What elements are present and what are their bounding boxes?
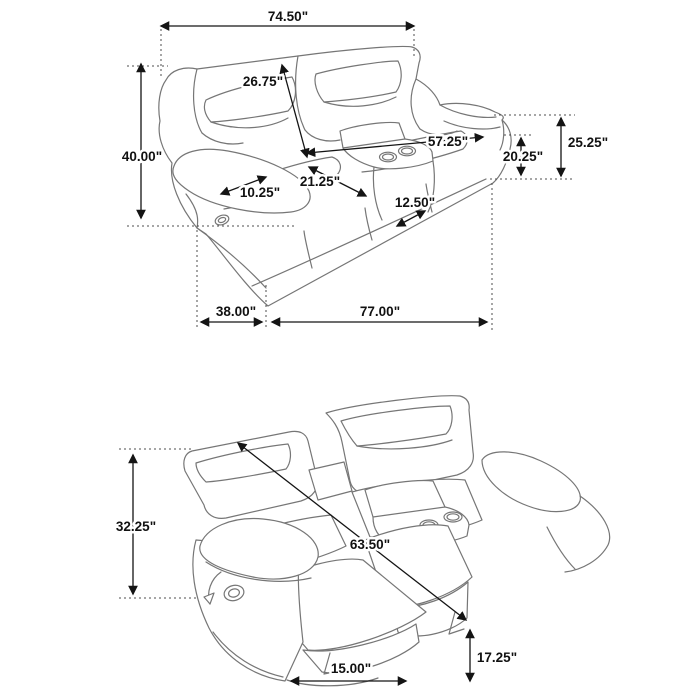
dimension-label: 21.25" [299, 174, 341, 189]
dimension-label: 12.50" [394, 195, 436, 210]
dimension-label: 63.50" [349, 537, 391, 552]
dimension-label: 77.00" [359, 304, 401, 319]
sofa-drawing-reclined [184, 396, 610, 686]
right-arm-pillow [482, 452, 580, 512]
figure-reclined-position [116, 396, 610, 686]
dimension-label: 25.25" [567, 135, 609, 150]
figure-closed-position [122, 9, 608, 330]
dimension-label: 26.75" [242, 74, 284, 89]
reclined-back-left [184, 431, 318, 518]
dimension-label: 20.25" [502, 149, 544, 164]
dimension-label: 15.00" [330, 661, 372, 676]
dimension-overall-depth [201, 304, 262, 322]
dimension-overall-width-front [272, 304, 487, 322]
dimension-overall-width-top [161, 9, 414, 26]
dimension-label: 57.25" [427, 134, 469, 149]
dimension-label: 74.50" [267, 9, 309, 24]
dimension-label: 40.00" [121, 149, 163, 164]
dimension-label: 17.25" [476, 650, 518, 665]
dimension-footrest-height [470, 630, 517, 681]
dimension-arm-height [561, 118, 608, 176]
dimension-reclined-back-height [116, 455, 156, 594]
dimension-label: 10.25" [239, 185, 281, 200]
dimension-label: 32.25" [115, 519, 157, 534]
dimension-label: 38.00" [215, 304, 257, 319]
dimension-footrest-extension [291, 661, 406, 681]
dimension-overall-height [122, 64, 162, 218]
